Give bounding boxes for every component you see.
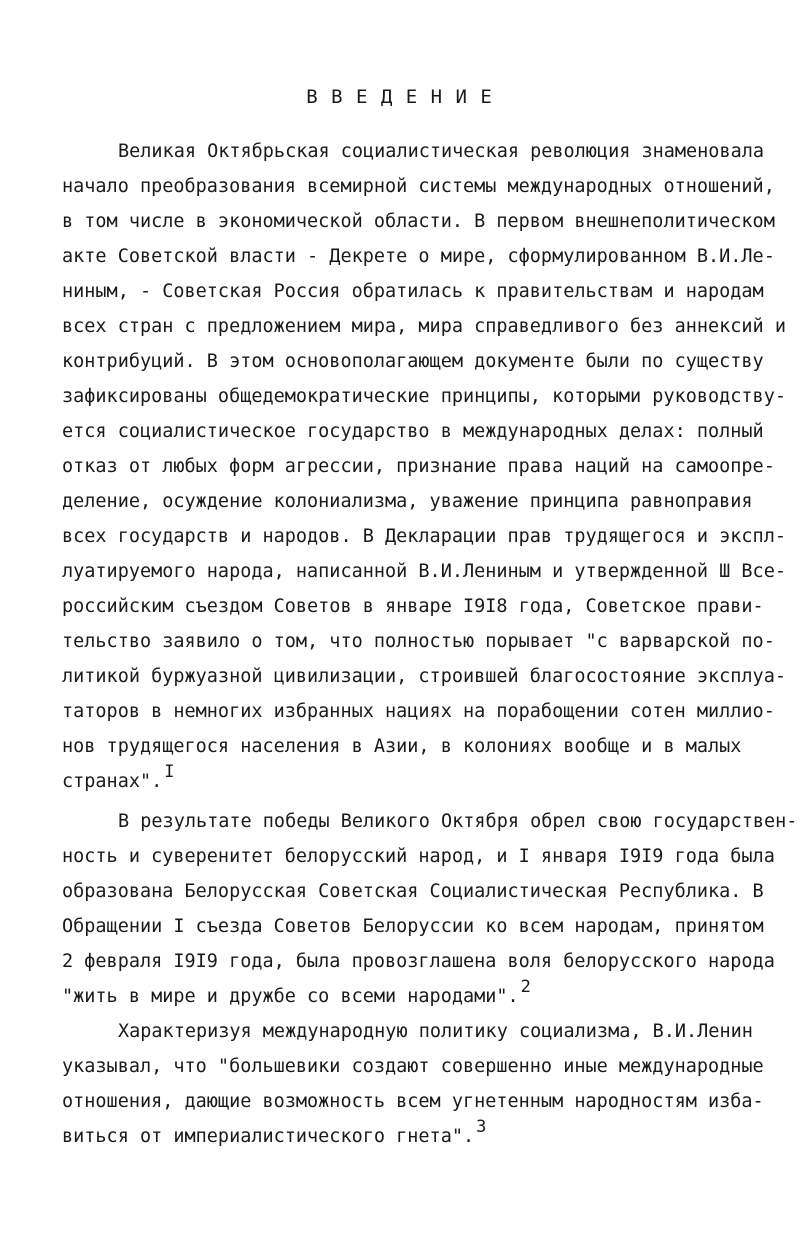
text-line: Великая Октябрьская социалистическая революция знаменовала — [118, 141, 765, 162]
text-line: отказ от любых форм агрессии, признание права наций на самоопре- — [62, 456, 775, 477]
text-line: ность и суверенитет белорусский народ, и I января I9I9 года была — [62, 846, 775, 867]
text-line: таторов в немногих избранных нациях на порабощении сотен миллио- — [62, 701, 775, 722]
text-line: ниным, - Советская Россия обратилась к правительствам и народам — [62, 281, 764, 302]
text-line-content: виться от империалистического гнета". — [62, 1126, 475, 1147]
text-line — [62, 762, 175, 794]
text-line: указывал, что "большевики создают совершенно иные международные — [62, 1056, 764, 1077]
text-line: отношения, дающие возможность всем угнетенным народностям изба- — [62, 1091, 764, 1112]
text-line: акте Советской власти - Декрете о мире, сформулированном В.И.Ле- — [62, 246, 775, 267]
text-line: зафиксированы общедемократические принципы, которыми руководству- — [62, 386, 786, 407]
text-line — [62, 1117, 487, 1149]
text-line-content: странах". — [62, 771, 163, 792]
footnote-marker: 2 — [520, 977, 531, 997]
text-line: В результате победы Великого Октября обрел свою государствен- — [118, 811, 798, 832]
text-line: деление, осуждение колониализма, уважение принципа равноправия — [62, 491, 753, 512]
text-line: литикой буржуазной цивилизации, строившей благосостояние эксплуа- — [62, 666, 786, 687]
text-line: луатируемого народа, написанной В.И.Лениным и утвержденной Ш Все- — [62, 561, 786, 582]
text-line — [62, 977, 531, 1009]
text-line: контрибуций. В этом основополагающем документе были по существу — [62, 351, 764, 372]
text-line: ется социалистическое государство в международных делах: полный — [62, 421, 764, 442]
footnote-marker: I — [164, 762, 175, 782]
text-line: тельство заявило о том, что полностью порывает "с варварской по- — [62, 631, 775, 652]
text-line: 2 февраля I9I9 года, была провозглашена воля белорусского народа — [62, 951, 775, 972]
text-line: всех стран с предложением мира, мира справедливого без аннексий и — [62, 316, 786, 337]
text-line: начало преобразования всемирной системы международных отношений, — [62, 176, 775, 197]
footnote-marker: 3 — [476, 1117, 487, 1137]
text-line: Обращении I съезда Советов Белоруссии ко всем народам, принятом — [62, 916, 764, 937]
page-title: В В Е Д Е Н И Е — [306, 86, 493, 108]
text-line: нов трудящегося населения в Азии, в колониях вообще и в малых — [62, 736, 742, 757]
text-line-content: "жить в мире и дружбе со всеми народами". — [62, 986, 519, 1007]
text-line: Характеризуя международную политику социализма, В.И.Ленин — [118, 1021, 753, 1042]
text-line: всех государств и народов. В Декларации прав трудящегося и экспл- — [62, 526, 786, 547]
text-line: российским съездом Советов в январе I9I8 года, Советское прави- — [62, 596, 764, 617]
text-line: в том числе в экономической области. В первом внешнеполитическом — [62, 211, 775, 232]
text-line: образована Белорусская Советская Социалистическая Республика. В — [62, 881, 764, 902]
